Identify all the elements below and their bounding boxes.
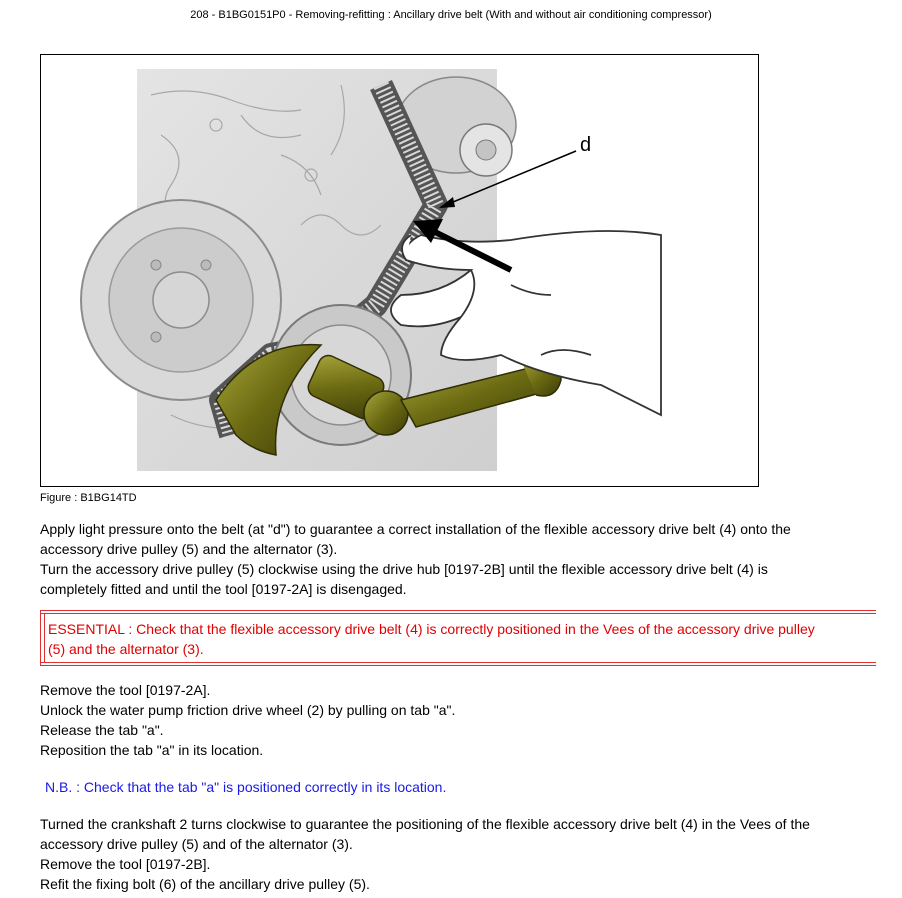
text-line: Turn the accessory drive pulley (5) clockwise using the drive hub [0197-2B] until the flexible accessory drive belt (4) is <box>40 561 768 577</box>
text-line: accessory drive pulley (5) and the alternator (3). <box>40 541 338 557</box>
essential-line: ESSENTIAL : Check that the flexible accessory drive belt (4) is correctly positioned in the Vees of the accessory drive pulley <box>48 621 815 637</box>
text-line: Turned the crankshaft 2 turns clockwise to guarantee the positioning of the flexible accessory drive belt (4) in the Vees of the <box>40 816 810 832</box>
text-line: Reposition the tab "a" in its location. <box>40 742 264 758</box>
belt-illustration <box>41 55 760 488</box>
text-line: accessory drive pulley (5) and of the alternator (3). <box>40 836 353 852</box>
essential-line: (5) and the alternator (3). <box>48 641 204 657</box>
instruction-paragraph-3 <box>40 814 870 894</box>
label-d: d <box>580 134 592 156</box>
essential-warning-box <box>40 610 876 666</box>
text-line: Release the tab "a". <box>40 722 164 738</box>
nb-note: N.B. : Check that the tab "a" is positioned correctly in its location. <box>45 779 447 795</box>
text-line: completely fitted and until the tool [0197-2A] is disengaged. <box>40 581 407 597</box>
figure-caption: Figure : B1BG14TD <box>40 492 137 504</box>
text-line: Unlock the water pump friction drive wheel (2) by pulling on tab "a". <box>40 702 456 718</box>
text-line: Remove the tool [0197-2B]. <box>40 856 211 872</box>
text-line: Apply light pressure onto the belt (at "d") to guarantee a correct installation of the flexible accessory drive belt (4) onto the <box>40 521 791 537</box>
instruction-paragraph-1 <box>40 519 870 599</box>
instruction-paragraph-2 <box>40 680 870 760</box>
figure-frame <box>40 54 759 487</box>
page-header: 208 - B1BG0151P0 - Removing-refitting : Ancillary drive belt (With and without air conditioning compressor) <box>190 9 712 21</box>
text-line: Refit the fixing bolt (6) of the ancillary drive pulley (5). <box>40 876 370 892</box>
text-line: Remove the tool [0197-2A]. <box>40 682 211 698</box>
